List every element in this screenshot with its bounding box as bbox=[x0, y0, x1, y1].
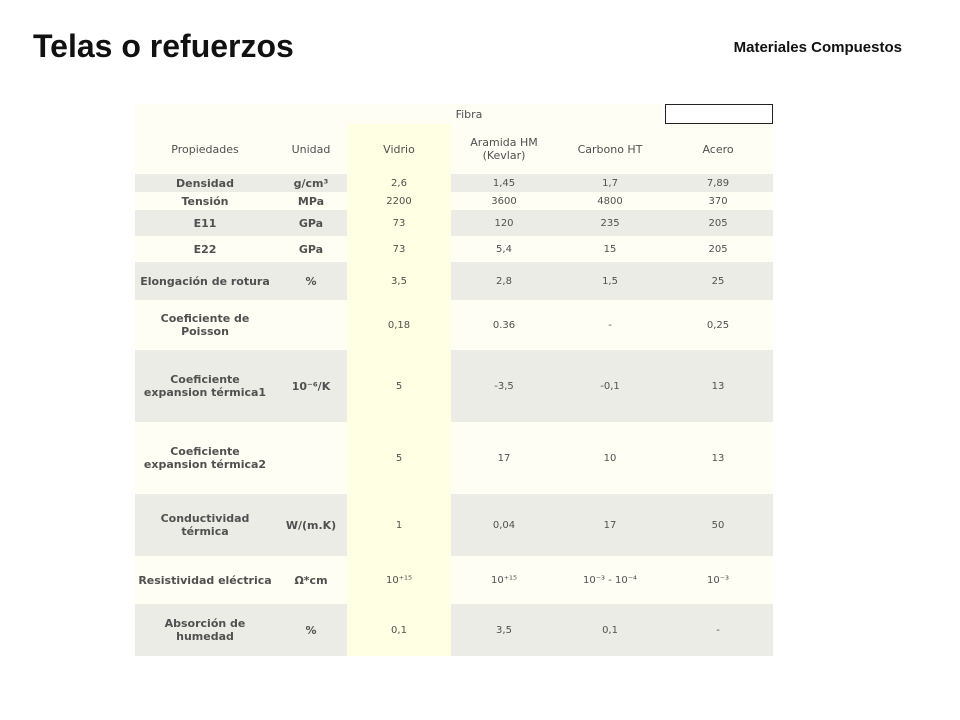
cell-aramida: 0.36 bbox=[451, 300, 557, 350]
cell-acero: 13 bbox=[663, 350, 773, 422]
col-header-carbono: Carbono HT bbox=[557, 124, 663, 174]
cell-vidrio: 2,6 bbox=[347, 174, 451, 192]
table-row bbox=[135, 236, 773, 262]
cell-acero: 370 bbox=[663, 192, 773, 210]
cell-carbono: 4800 bbox=[557, 192, 663, 210]
row-prop: Tensión bbox=[135, 192, 275, 210]
row-prop: E11 bbox=[135, 210, 275, 236]
table-row bbox=[135, 422, 773, 494]
row-prop: Conductividad térmica bbox=[135, 494, 275, 556]
cell-vidrio: 5 bbox=[347, 422, 451, 494]
row-unit: % bbox=[275, 262, 347, 300]
cell-acero: - bbox=[663, 604, 773, 656]
cell-aramida: 5,4 bbox=[451, 236, 557, 262]
row-prop: Resistividad eléctrica bbox=[135, 556, 275, 604]
cell-acero: 50 bbox=[663, 494, 773, 556]
row-prop: Absorción de humedad bbox=[135, 604, 275, 656]
cell-carbono: 1,5 bbox=[557, 262, 663, 300]
cell-vidrio: 2200 bbox=[347, 192, 451, 210]
cell-acero: 13 bbox=[663, 422, 773, 494]
slide-title: Telas o refuerzos bbox=[33, 28, 294, 64]
col-header-vidrio: Vidrio bbox=[347, 124, 451, 174]
col-header-aramida: Aramida HM (Kevlar) bbox=[451, 124, 557, 174]
cell-vidrio: 5 bbox=[347, 350, 451, 422]
cell-vidrio: 73 bbox=[347, 210, 451, 236]
cell-vidrio: 10⁺¹⁵ bbox=[347, 556, 451, 604]
table-row bbox=[135, 210, 773, 236]
cell-aramida: -3,5 bbox=[451, 350, 557, 422]
cell-aramida: 0,04 bbox=[451, 494, 557, 556]
cell-vidrio: 3,5 bbox=[347, 262, 451, 300]
table-row bbox=[135, 174, 773, 192]
row-unit: Ω*cm bbox=[275, 556, 347, 604]
col-header-unidad: Unidad bbox=[275, 124, 347, 174]
cell-vidrio: 0,1 bbox=[347, 604, 451, 656]
cell-carbono: - bbox=[557, 300, 663, 350]
header-outline-box bbox=[665, 104, 773, 124]
cell-vidrio: 0,18 bbox=[347, 300, 451, 350]
row-unit bbox=[275, 300, 347, 350]
cell-vidrio: 1 bbox=[347, 494, 451, 556]
cell-aramida: 10⁺¹⁵ bbox=[451, 556, 557, 604]
row-unit bbox=[275, 422, 347, 494]
cell-acero: 0,25 bbox=[663, 300, 773, 350]
cell-aramida: 120 bbox=[451, 210, 557, 236]
cell-acero: 25 bbox=[663, 262, 773, 300]
slide-subtitle: Materiales Compuestos bbox=[733, 39, 902, 56]
cell-acero: 205 bbox=[663, 236, 773, 262]
col-header-acero: Acero bbox=[663, 124, 773, 174]
cell-carbono: 10 bbox=[557, 422, 663, 494]
cell-carbono: -0,1 bbox=[557, 350, 663, 422]
cell-aramida: 1,45 bbox=[451, 174, 557, 192]
row-unit: % bbox=[275, 604, 347, 656]
row-prop: Coeficiente expansion térmica1 bbox=[135, 350, 275, 422]
cell-carbono: 17 bbox=[557, 494, 663, 556]
cell-carbono: 10⁻³ - 10⁻⁴ bbox=[557, 556, 663, 604]
cell-aramida: 2,8 bbox=[451, 262, 557, 300]
column-header-row bbox=[135, 124, 773, 174]
row-prop: Densidad bbox=[135, 174, 275, 192]
row-unit: g/cm³ bbox=[275, 174, 347, 192]
row-prop: Coeficiente expansion térmica2 bbox=[135, 422, 275, 494]
cell-carbono: 1,7 bbox=[557, 174, 663, 192]
properties-table bbox=[135, 104, 773, 656]
table-row bbox=[135, 350, 773, 422]
cell-acero: 205 bbox=[663, 210, 773, 236]
cell-aramida: 3600 bbox=[451, 192, 557, 210]
cell-carbono: 0,1 bbox=[557, 604, 663, 656]
row-unit: MPa bbox=[275, 192, 347, 210]
fibra-header: Fibra bbox=[275, 104, 663, 124]
table-row bbox=[135, 556, 773, 604]
cell-carbono: 15 bbox=[557, 236, 663, 262]
row-prop: E22 bbox=[135, 236, 275, 262]
table-row bbox=[135, 494, 773, 556]
table-row bbox=[135, 262, 773, 300]
row-unit: GPa bbox=[275, 236, 347, 262]
row-unit: GPa bbox=[275, 210, 347, 236]
table-row bbox=[135, 604, 773, 656]
cell-acero: 7,89 bbox=[663, 174, 773, 192]
col-header-propiedades: Propiedades bbox=[135, 124, 275, 174]
cell-carbono: 235 bbox=[557, 210, 663, 236]
table-row bbox=[135, 192, 773, 210]
table-row bbox=[135, 300, 773, 350]
cell-vidrio: 73 bbox=[347, 236, 451, 262]
row-prop: Elongación de rotura bbox=[135, 262, 275, 300]
row-unit: W/(m.K) bbox=[275, 494, 347, 556]
row-unit: 10⁻⁶/K bbox=[275, 350, 347, 422]
row-prop: Coeficiente de Poisson bbox=[135, 300, 275, 350]
cell-acero: 10⁻³ bbox=[663, 556, 773, 604]
cell-aramida: 17 bbox=[451, 422, 557, 494]
cell-aramida: 3,5 bbox=[451, 604, 557, 656]
